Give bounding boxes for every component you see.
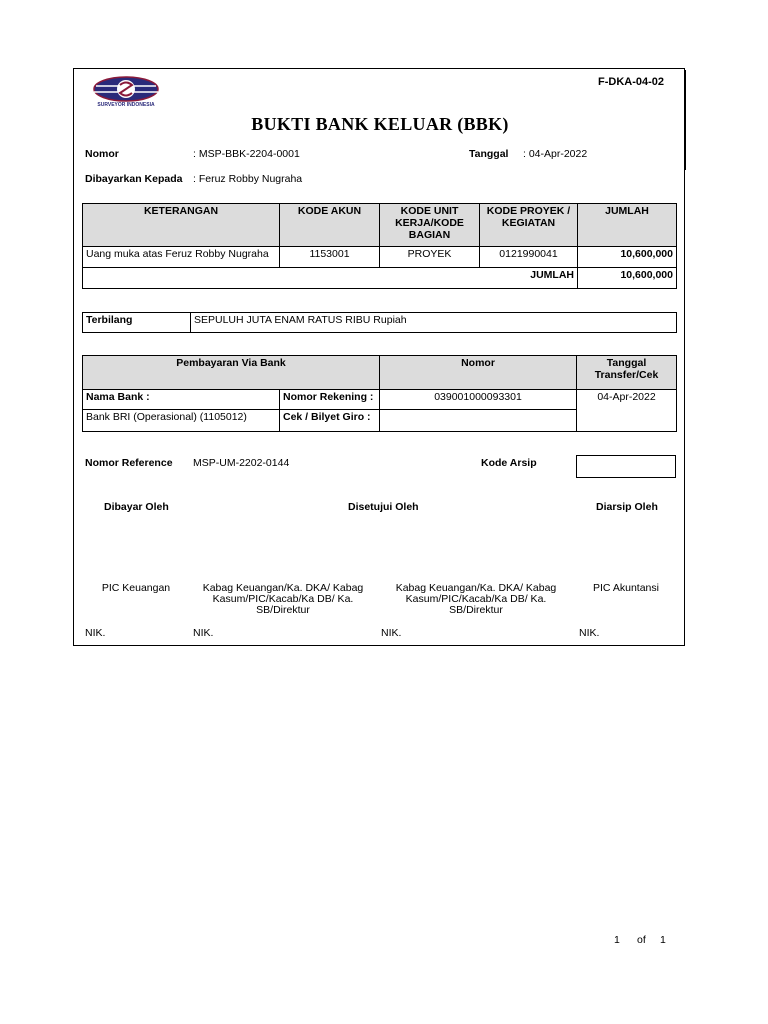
col-kode-unit: KODE UNIT KERJA/KODE BAGIAN bbox=[380, 204, 480, 247]
total-value: 10,600,000 bbox=[578, 268, 677, 289]
total-label: JUMLAH bbox=[83, 268, 578, 289]
tanggal-transfer-value: 04-Apr-2022 bbox=[577, 390, 677, 432]
main-table bbox=[82, 203, 677, 289]
col-pembayaran: Pembayaran Via Bank bbox=[83, 356, 380, 390]
main-table-header bbox=[83, 204, 677, 247]
col-kode-akun: KODE AKUN bbox=[280, 204, 380, 247]
table-row bbox=[83, 247, 677, 268]
page-total: 1 bbox=[660, 934, 666, 946]
cell-jumlah: 10,600,000 bbox=[578, 247, 677, 268]
page-current: 1 bbox=[614, 934, 620, 946]
role-pic-keuangan: PIC Keuangan bbox=[101, 582, 171, 594]
surveyor-indonesia-logo bbox=[90, 76, 162, 110]
nomor-reference-label: Nomor Reference bbox=[85, 457, 173, 469]
col-nomor: Nomor bbox=[380, 356, 577, 390]
bank-table-header bbox=[83, 356, 677, 390]
nik-2: NIK. bbox=[193, 627, 214, 639]
logo-caption: SURVEYOR INDONESIA bbox=[97, 102, 155, 108]
cek-value bbox=[380, 410, 577, 432]
col-tanggal-transfer: Tanggal Transfer/Cek bbox=[577, 356, 677, 390]
disetujui-oleh-label: Disetujui Oleh bbox=[348, 501, 419, 513]
role-approver-1: Kabag Keuangan/Ka. DKA/ Kabag Kasum/PIC/Kacab/Ka DB/ Ka. SB/Direktur bbox=[202, 582, 364, 616]
nama-bank-label: Nama Bank : bbox=[83, 390, 280, 410]
role-approver-2: Kabag Keuangan/Ka. DKA/ Kabag Kasum/PIC/Kacab/Ka DB/ Ka. SB/Direktur bbox=[395, 582, 557, 616]
total-row bbox=[83, 268, 677, 289]
nomor-label: Nomor bbox=[85, 148, 119, 160]
cell-kode-akun: 1153001 bbox=[280, 247, 380, 268]
page-of-label: of bbox=[637, 934, 646, 946]
document-title: BUKTI BANK KELUAR (BBK) bbox=[251, 114, 509, 134]
terbilang-table bbox=[82, 312, 677, 333]
nik-1: NIK. bbox=[85, 627, 106, 639]
diarsip-oleh-label: Diarsip Oleh bbox=[596, 501, 658, 513]
kode-arsip-box bbox=[576, 455, 676, 478]
terbilang-value: SEPULUH JUTA ENAM RATUS RIBU Rupiah bbox=[191, 313, 677, 333]
nama-bank-value: Bank BRI (Operasional) (1105012) bbox=[83, 410, 280, 432]
dibayarkan-label: Dibayarkan Kepada bbox=[85, 173, 183, 185]
nomor-rekening-label: Nomor Rekening : bbox=[280, 390, 380, 410]
cek-label: Cek / Bilyet Giro : bbox=[280, 410, 380, 432]
terbilang-label: Terbilang bbox=[83, 313, 191, 333]
nomor-reference-value: MSP-UM-2202-0144 bbox=[193, 457, 290, 469]
nomor-value: : MSP-BBK-2204-0001 bbox=[193, 148, 300, 160]
col-kode-proyek: KODE PROYEK / KEGIATAN bbox=[480, 204, 578, 247]
bank-table bbox=[82, 355, 677, 432]
dibayar-oleh-label: Dibayar Oleh bbox=[104, 501, 169, 513]
cell-keterangan: Uang muka atas Feruz Robby Nugraha bbox=[83, 247, 280, 268]
cell-kode-proyek: 0121990041 bbox=[480, 247, 578, 268]
dibayarkan-value: : Feruz Robby Nugraha bbox=[193, 173, 303, 185]
form-code: F-DKA-04-02 bbox=[598, 76, 665, 88]
nik-3: NIK. bbox=[381, 627, 402, 639]
col-jumlah: JUMLAH bbox=[578, 204, 677, 247]
col-keterangan: KETERANGAN bbox=[83, 204, 280, 247]
nomor-rekening-value: 039001000093301 bbox=[380, 390, 577, 410]
kode-arsip-label: Kode Arsip bbox=[481, 457, 537, 469]
tanggal-value: : 04-Apr-2022 bbox=[523, 148, 588, 160]
tanggal-label: Tanggal bbox=[469, 148, 509, 160]
role-pic-akuntansi: PIC Akuntansi bbox=[593, 582, 659, 594]
nik-4: NIK. bbox=[579, 627, 600, 639]
cell-kode-unit: PROYEK bbox=[380, 247, 480, 268]
